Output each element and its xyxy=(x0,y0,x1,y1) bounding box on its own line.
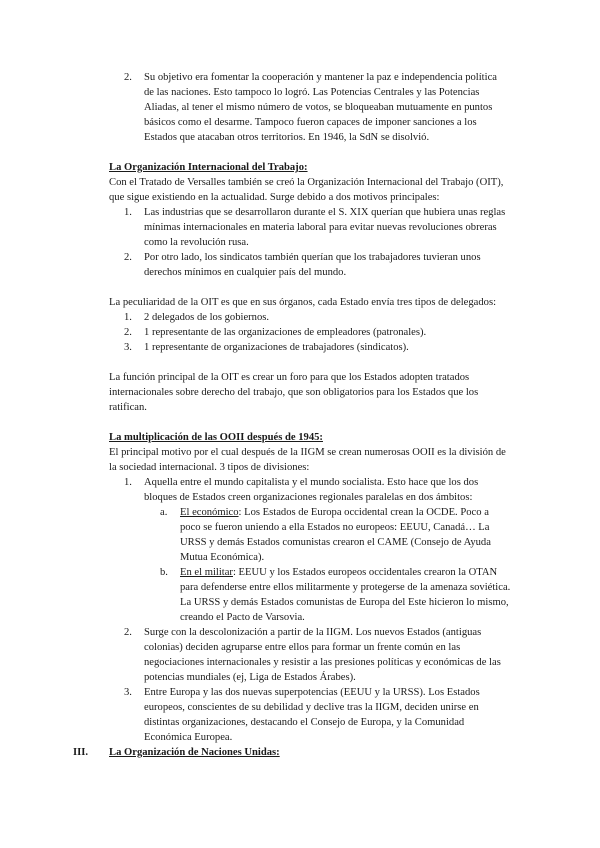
list-number: 3. xyxy=(124,687,132,698)
paragraph-line: distintas organizaciones, destacando el Consejo de Europa, y la Comunidad xyxy=(144,717,465,728)
paragraph-line: La peculiaridad de la OIT es que en sus órganos, cada Estado envía tres tipos de delegados: xyxy=(109,297,497,308)
paragraph-line: El principal motivo por el cual después de la IIGM se crean numerosas OOII es la división de xyxy=(109,447,506,458)
paragraph-line: ratifican. xyxy=(109,402,147,413)
paragraph-line: mínimas internacionales en materia laboral para evitar nuevas revoluciones obreras xyxy=(144,222,497,233)
sub-list-letter: b. xyxy=(160,567,168,578)
paragraph-line: como la revolución rusa. xyxy=(144,237,249,248)
underlined-label: En el militar xyxy=(180,567,233,578)
paragraph-line: básicos como el desarme. Tampoco fueron capaces de imponer sanciones a los xyxy=(144,117,477,128)
list-number: 2. xyxy=(124,252,132,263)
sub-list-letter: a. xyxy=(160,507,168,518)
section-number: III. xyxy=(73,747,89,758)
sub-list-text: : Los Estados de Europa occidental crean la OCDE. Poco a xyxy=(238,507,489,518)
paragraph-line: La función principal de la OIT es crear un foro para que los Estados adopten tratados xyxy=(109,372,470,383)
paragraph-line: Estados que atacaban otros territorios. En 1946, la SdN se disolvió. xyxy=(144,132,430,143)
paragraph-line: Por otro lado, los sindicatos también querían que los trabajadores tuvieran unos xyxy=(144,252,481,263)
list-number: 2. xyxy=(124,327,132,338)
paragraph-line: la sociedad internacional. 3 tipos de divisiones: xyxy=(109,462,310,473)
list-item: 1 representante de las organizaciones de empleadores (patronales). xyxy=(144,327,427,338)
paragraph-line: potencias mundiales (ej, Liga de Estados Árabes). xyxy=(144,672,356,683)
paragraph-line: La URSS y demás Estados comunistas de Europa del Este hicieron lo mismo, xyxy=(180,597,509,608)
paragraph-line: de las naciones. Esto tampoco lo logró. Las Potencias Centrales y las Potencias xyxy=(144,87,480,98)
paragraph-line: derechos mínimos en cualquier país del mundo. xyxy=(144,267,347,278)
paragraph-line: colonias) deciden agruparse entre ellos para formar un frente común en las xyxy=(144,642,461,653)
paragraph-line: Con el Tratado de Versalles también se creó la Organización Internacional del Trabajo (OIT), xyxy=(109,177,504,188)
section-heading-ooii: La multiplicación de las OOII después de 1945: xyxy=(109,432,323,443)
section-heading-oit: La Organización Internacional del Trabajo: xyxy=(109,162,308,173)
paragraph-line: negociaciones internacionales y resistir a las presiones políticas y económicas de las xyxy=(144,657,501,668)
paragraph-line: URSS y demás Estados comunistas crearon el CAME (Consejo de Ayuda xyxy=(180,537,491,548)
list-number: 2. xyxy=(124,627,132,638)
paragraph-line: europeos, conscientes de su debilidad y declive tras la IIGM, deciden unirse en xyxy=(144,702,479,713)
paragraph-line: que sigue existiendo en la actualidad. Surge debido a dos motivos principales: xyxy=(109,192,440,203)
list-item: 2 delegados de los gobiernos. xyxy=(144,312,270,323)
paragraph-line: Surge con la descolonización a partir de la IIGM. Los nuevos Estados (antiguas xyxy=(144,627,482,638)
paragraph-line: poco se fueron uniendo a ella Estados no europeos: EEUU, Canadá… La xyxy=(180,522,490,533)
list-number: 2. xyxy=(124,72,132,83)
paragraph-line: creando el Pacto de Varsovia. xyxy=(180,612,305,623)
paragraph-line: Su objetivo era fomentar la cooperación y mantener la paz e independencia política xyxy=(144,72,497,83)
paragraph-line: Aliadas, al tener el mismo número de votos, se bloqueaban mutuamente en puntos xyxy=(144,102,493,113)
paragraph-line: para defenderse entre ellos militarmente y protegerse de la amenaza soviética. xyxy=(180,582,511,593)
paragraph-line: internacionales sobre derecho del trabajo, que son obligatorios para los Estados que los xyxy=(109,387,479,398)
list-item: 1 representante de organizaciones de trabajadores (sindicatos). xyxy=(144,342,409,353)
paragraph-line: Aquella entre el mundo capitalista y el mundo socialista. Esto hace que los dos xyxy=(144,477,479,488)
list-number: 1. xyxy=(124,207,132,218)
underlined-label: El económico xyxy=(180,507,239,518)
list-number: 3. xyxy=(124,342,132,353)
sub-list-line xyxy=(180,505,489,520)
sub-list-line xyxy=(180,565,497,580)
paragraph-line: bloques de Estados creen organizaciones regionales paralelas en dos ámbitos: xyxy=(144,492,473,503)
paragraph-line: Económica Europea. xyxy=(144,732,233,743)
paragraph-line: Mutua Económica). xyxy=(180,552,265,563)
list-number: 1. xyxy=(124,312,132,323)
paragraph-line: Entre Europa y las dos nuevas superpotencias (EEUU y la URSS). Los Estados xyxy=(144,687,480,698)
section-title-onu: La Organización de Naciones Unidas: xyxy=(109,747,280,758)
list-number: 1. xyxy=(124,477,132,488)
sub-list-text: : EEUU y los Estados europeos occidentales crearon la OTAN xyxy=(232,567,498,578)
paragraph-line: Las industrias que se desarrollaron durante el S. XIX querían que hubiera unas reglas xyxy=(144,207,506,218)
